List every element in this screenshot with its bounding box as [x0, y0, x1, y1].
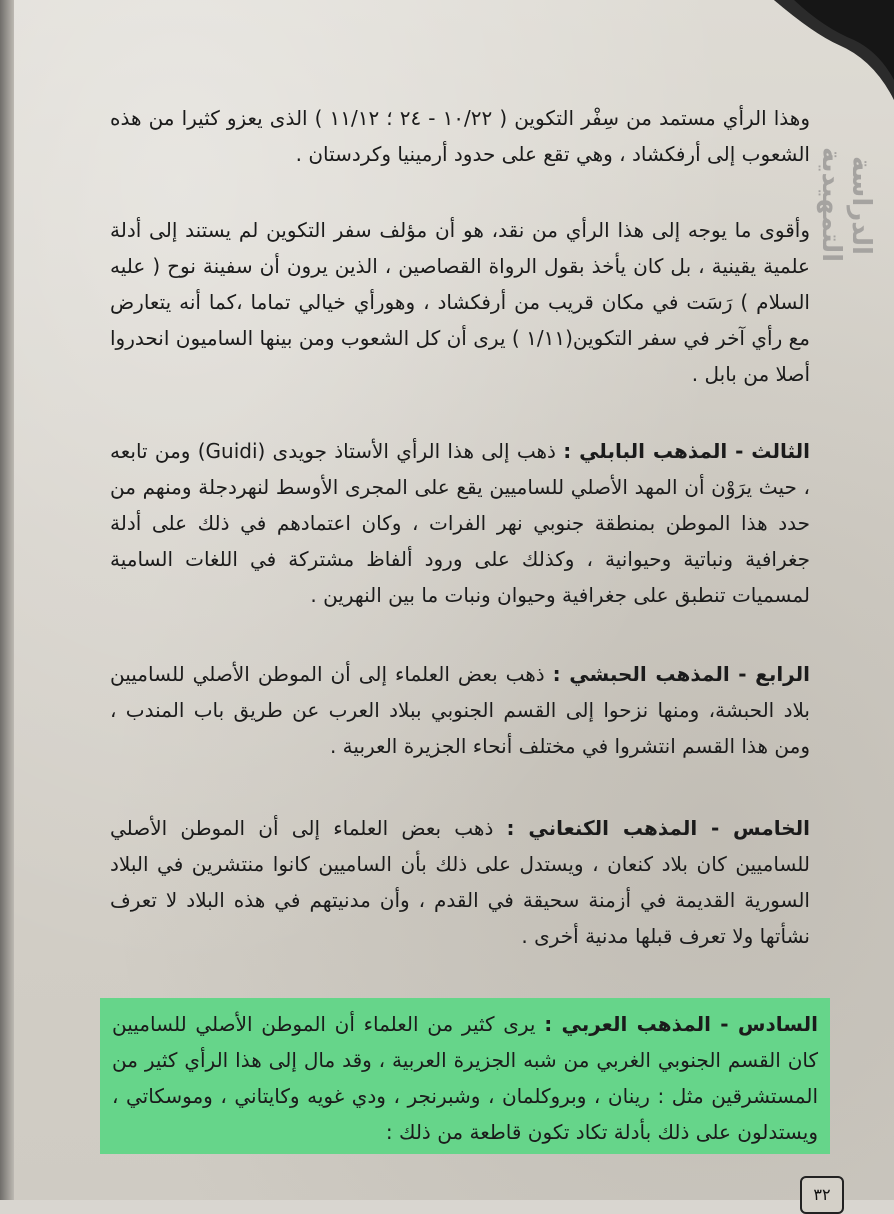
section-heading-babylonian: الثالث - المذهب البابلي : — [563, 439, 810, 463]
paragraph-2-text: وأقوى ما يوجه إلى هذا الرأي من نقد، هو أن مؤلف سفر التكوين لم يستند إلى أدلة علمية يقينية ، بل كان يأخذ بقول الرواة القصاصين ، الذين يرون أن سفينة نوح ( عليه السلام ) رَسَت في مكان قريب من أرفكشاد ، وهورأي خيالي تماما ،كما أنه يتعارض مع رأي آخر في سفر التكوين(١/١١ ) يرى أن كل الشعوب ومن بينها الساميون انحدروا أصلا من بابل . — [110, 218, 810, 386]
section-text-babylonian: ذهب إلى هذا الرأي الأستاذ جويدى (Guidi) ومن تابعه ، حيث يرَوْن أن المهد الأصلي للساميين يقع على المجرى الأوسط لنهردجلة ومنهم من حدد هذا الموطن بمنطقة جنوبي نهر الفرات ، وكان اعتمادهم في ذلك على أدلة جغرافية ونباتية وحيوانية ، وكذلك على ورود ألفاظ مشتركة في اللغات السامية لمسميات تنطبق على جغرافية وحيوان ونبات ما بين النهرين . — [110, 439, 810, 607]
page-left-edge-shadow — [0, 0, 14, 1200]
section-abyssinian — [110, 656, 810, 764]
section-text-abyssinian: ذهب بعض العلماء إلى أن الموطن الأصلي للساميين بلاد الحبشة، ومنها نزحوا إلى القسم الجنوبي ببلاد العرب عن طريق باب المندب ، ومن هذا القسم انتشروا في مختلف أنحاء الجزيرة العربية . — [110, 662, 810, 758]
section-text-canaanite: ذهب بعض العلماء إلى أن الموطن الأصلي للساميين كان بلاد كنعان ، ويستدل على ذلك بأن الساميين كانوا منتشرين في البلاد السورية القديمة في أزمنة سحيقة في القدم ، وأن مدنيتهم في هذه البلاد لا تعرف نشأتها ولا تعرف قبلها مدنية أخرى . — [110, 816, 810, 948]
paragraph-2 — [110, 212, 810, 392]
side-title: الدراسة التمهيدية — [816, 147, 876, 263]
section-arabian-highlighted — [100, 998, 830, 1154]
corner-fold-decoration — [754, 0, 894, 100]
section-babylonian — [110, 433, 810, 613]
section-canaanite — [110, 810, 810, 954]
section-heading-canaanite: الخامس - المذهب الكنعاني : — [506, 816, 810, 840]
section-heading-arabian: السادس - المذهب العربي : — [544, 1012, 818, 1036]
section-text-arabian: يرى كثير من العلماء أن الموطن الأصلي للساميين كان القسم الجنوبي الغربي من شبه الجزيرة العربية ، وقد مال إلى هذا الرأي كثير من المستشرقين مثل : رينان ، وبروكلمان ، وشبرنجر ، ودي غويه وكايتاني ، وموسكاتي ، ويستدلون على ذلك بأدلة تكاد تكون قاطعة من ذلك : — [112, 1012, 818, 1144]
paragraph-1 — [110, 100, 810, 172]
paragraph-1-text: وهذا الرأي مستمد من سِفْر التكوين ( ١٠/٢٢ - ٢٤ ؛ ١١/١٢ ) الذى يعزو كثيرا من هذه الشعوب إلى أرفكشاد ، وهي تقع على حدود أرمينيا وكردستان . — [110, 106, 811, 166]
page-number: ٣٢ — [800, 1176, 844, 1214]
section-heading-abyssinian: الرابع - المذهب الحبشي : — [552, 662, 810, 686]
